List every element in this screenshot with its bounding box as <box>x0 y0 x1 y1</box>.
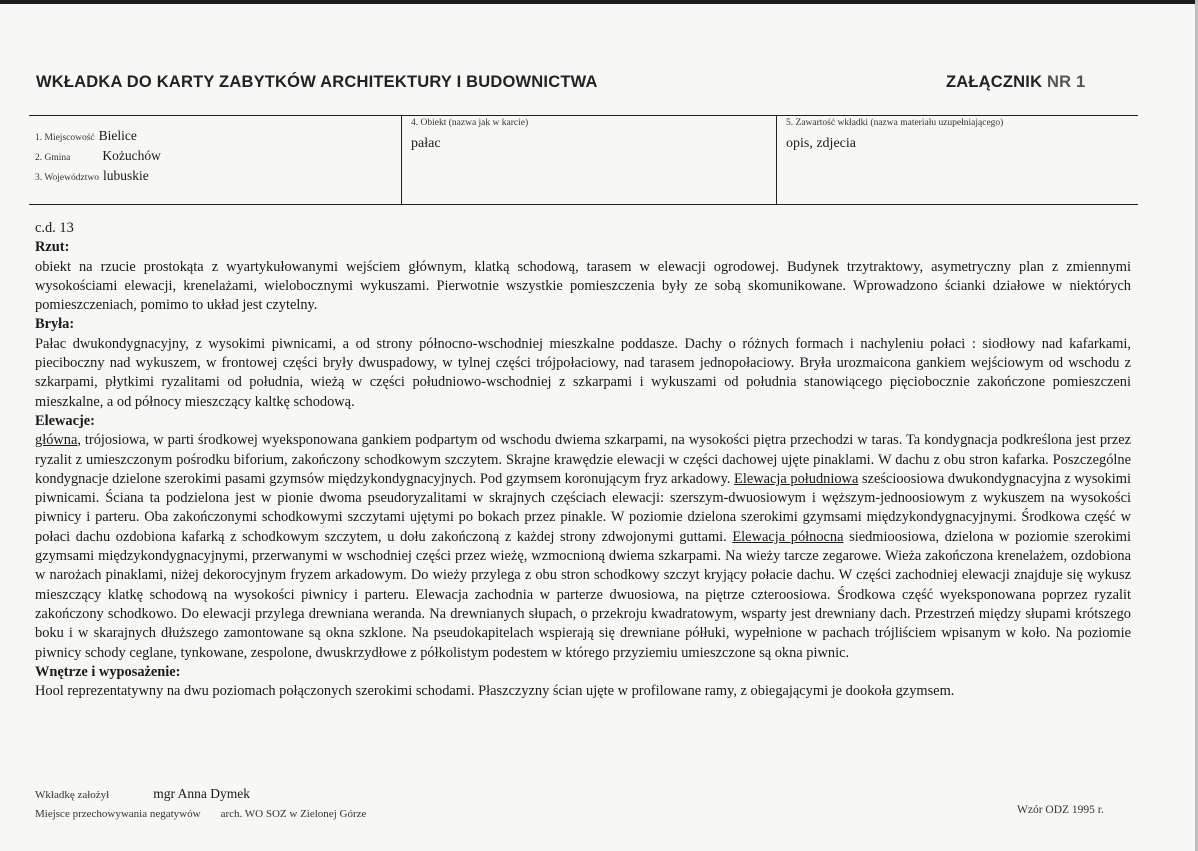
main-facade-label: główna <box>35 432 78 449</box>
object-label: 4. Obiekt (nazwa jak w karcie) <box>411 118 529 128</box>
north-facade-label: Elewacja północna <box>732 528 844 545</box>
attachment-number <box>946 73 1085 92</box>
voivodeship-label: 3. Województwo <box>35 173 99 183</box>
voivodeship-value: lubuskie <box>102 168 149 183</box>
rzut-heading: Rzut: <box>35 239 70 256</box>
contents-value: opis, zdjecia <box>786 136 856 151</box>
storage-row <box>35 804 366 823</box>
commune-row <box>35 147 161 167</box>
locality-row <box>35 127 161 147</box>
locality-label: 1. Miejscowość <box>35 133 95 143</box>
template-version: Wzór ODZ 1995 r. <box>1017 804 1104 816</box>
attachment-nr: NR 1 <box>1047 73 1086 91</box>
voivodeship-row <box>35 167 161 187</box>
footer-info <box>35 785 366 823</box>
elewacje-text-2: sześcioosiowa dwukondygnacyjna z wysokimi piwnicami. Ściana ta podzielona jest w pionie dwoma pseudoryzalitami w skrajnych częściach elewacji: szerszym-dwuosiowym i węższym-jednoosiowym z wykuszem na wysokości piwnicy i parteru. Oba zakończonymi schodkowymi szczytami ujętymi po bokach przez pinakle. W poziomie dzielona szerokimi gzymsami międzykondygnacyjnymi. Środkowa część w połaci dachu ozdobiona kafarką z schodkowym szczytem, u dołu zakończoną z każdej strony zdwojonymi guttami. <box>35 470 1131 545</box>
location-cell <box>35 127 161 187</box>
commune-value: Kożuchów <box>102 148 161 163</box>
commune-label: 2. Gmina <box>35 153 71 163</box>
table-divider <box>401 116 402 204</box>
bryla-paragraph: Pałac dwukondygnacyjny, z wysokimi piwnicami, a od strony północno-wschodniej mieszkalne poddasze. Dachy o różnych formach i nachyleniu połaci : siodłowy nad kafarkami, pieciboczny nad wykuszem, w frontowej części bryły dwuspadowy, w tylnej części trójpołaciowy, nad tarasem jednopołaciowy. Bryła urozmaicona gankiem wejściowym od wschodu z szkarpami, płytkimi ryzalitami od południa, wieżą w części południowo-wschodniej z szkarpami i wykuszami od południa stanowiącego pięciobocznie zakończone pomieszczeni mieszkalne, a od północy mieszczący kaltkę schodową. <box>35 335 1131 410</box>
elewacje-heading: Elewacje: <box>35 412 95 429</box>
elewacje-text-1: , trójosiowa, w parti środkowej wyeksponowana gankiem podpartym od wschodu dwiema szkarpami, na wysokości piętra przechodzi w taras. Ta kondygnacja podkreślona jest przez ryzalit z umieszczonym pośrodku biforium, zakończony schodkowym szczytem. Skrajne krawędzie elewacji w części dachowej ujęte pinaklami. W dachu z obu stron kafarka. Poszczególne kondygnacje dzielone szerokimi pasami gzymsów międzykondygnacyjnych. Pod gzymsem koronującym fryz arkadowy. <box>35 432 1131 487</box>
storage-value: arch. WO SOZ w Zielonej Górze <box>220 808 367 820</box>
continuation-note: c.d. 13 <box>35 220 74 236</box>
form-header-table <box>29 115 1138 205</box>
description-body <box>35 219 1131 701</box>
elewacje-paragraph <box>35 431 1131 663</box>
elewacje-text-3: siedmioosiowa, dzielona w poziomie szerokimi gzymsami międzykondygnacyjnymi, przerwanymi w wschodniej części przez wieżę, wzmocnioną dwiema szkarpami. Na wieży tarcze zegarowe. Wieża zakończona krenelażem, ozdobiona w narożach pinaklami, niżej dekorocyjnym fryzem arkadowym. Do wieży przylega z obu stron schodkowy szczyt kryjący połacie dachu. W części zachodniej elewacji znajduje się wykusz mieszczący klatkę schodową na wysokości piwnicy i parteru. Elewacja zachodnia w parterze dwuosiowa, na piętrze czteroosiowa. Środkowa część wyeksponowana poprzez ryzalit zakończony schodkowo. Do elewacji przylega drewniana weranda. Na drewnianych słupach, o przekroju kwadratowym, wsparty jest drewniany dach. Przestrzeń między słupami krótszego boku i w skarajnych dłuższego zamontowane są okna szklone. Na pseudokapitelach wspierają się drewniane półłuki, wypełnione w pachach trójliściem wpisanym w koło. Na poziomie piwnicy schody ceglane, tynkowane, zespolone, dwuskrzydłowe z półkolistym podestem w którego przyziemiu umieszczone są okna piwnic. <box>35 528 1132 661</box>
wnetrze-heading: Wnętrze i wyposażenie: <box>35 663 181 680</box>
table-divider <box>776 116 777 204</box>
wnetrze-paragraph: Hool reprezentatywny na dwu poziomach połączonych szerokimi schodami. Płaszczyzny ścian ujęte w profilowane ramy, z obiegającymi je dookoła gzymsem. <box>35 683 955 700</box>
object-value: pałac <box>411 136 441 151</box>
scan-top-edge <box>0 0 1198 4</box>
rzut-paragraph: obiekt na rzucie prostokąta z wyartykułowanymi wejściem głównym, klatką schodową, tarasem w elewacji ogrodowej. Budynek trzytraktowy, asymetryczny plan z zmiennymi wysokościami elewacji, krenelażami, wielobocznymi wykuszami. Pierwotnie wszystkie pomieszczenia były ze sobą skomunikowane. Wprowadzono ścianki działowe w niektórych pomieszczeniach, pomimo to układ jest czytelny. <box>35 258 1131 314</box>
author-value: mgr Anna Dymek <box>153 786 250 801</box>
locality-value: Bielice <box>98 128 137 143</box>
south-facade-label: Elewacja południowa <box>734 470 859 487</box>
author-label: Wkładkę założył <box>35 789 110 801</box>
author-row <box>35 785 366 804</box>
bryla-heading: Bryła: <box>35 316 75 333</box>
storage-label: Miejsce przechowywania negatywów <box>35 808 201 820</box>
form-title: WKŁADKA DO KARTY ZABYTKÓW ARCHITEKTURY I BUDOWNICTWA <box>36 73 598 91</box>
contents-label: 5. Zawartość wkładki (nazwa materiału uzupełniającego) <box>786 118 1004 128</box>
attachment-label: ZAŁĄCZNIK <box>946 73 1043 91</box>
